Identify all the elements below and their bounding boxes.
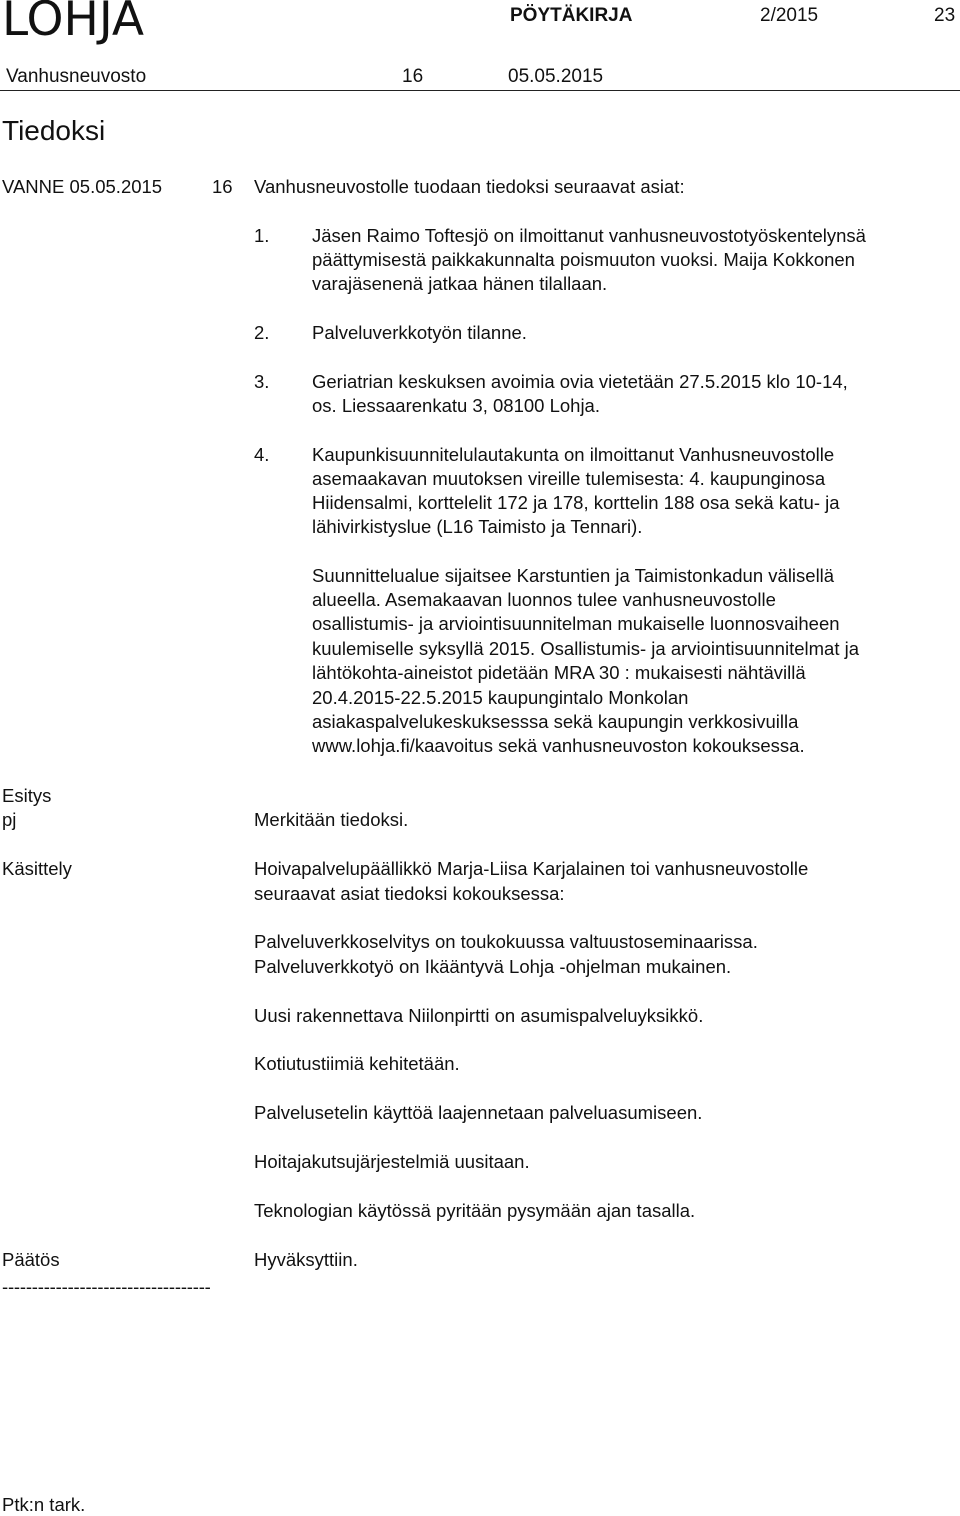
item-number: 3. [254,371,270,392]
decision-label: Päätös [2,1249,60,1270]
item-4-extra-line: kuulemiselle syksyllä 2015. Osallistumis- ja arviointisuunnitelmat ja [312,638,859,659]
item-3-line: os. Liessaarenkatu 3, 08100 Lohja. [312,395,600,416]
case-reference: VANNE 05.05.2015 [2,176,163,197]
item-4-extra-line: alueella. Asemakaavan luonnos tulee vanhusneuvostolle [312,589,776,610]
proposal-presenter: pj [2,809,17,830]
item-number: 1. [254,225,270,246]
item-4-extra-line: www.lohja.fi/kaavoitus sekä vanhusneuvoston kokouksessa. [312,735,805,756]
meeting-date: 05.05.2015 [508,66,604,87]
section-title: Tiedoksi [2,115,106,146]
item-number: 2. [254,322,270,343]
document-type: PÖYTÄKIRJA [510,5,633,26]
header-rule [0,90,960,91]
minutes-checker-label: Ptk:n tark. [2,1494,86,1515]
item-4-line: asemaakavan muutoksen vireille tulemisesta: 4. kaupunginosa [312,468,826,489]
section-number: 16 [402,66,424,87]
item-4-line: Hiidensalmi, korttelelit 172 ja 178, korttelin 188 osa sekä katu- ja [312,492,840,513]
item-3-line: Geriatrian keskuksen avoimia ovia vietetään 27.5.2015 klo 10-14, [312,371,848,392]
committee-name: Vanhusneuvosto [6,66,147,87]
item-4-extra-line: lähtökohta-aineistot pidetään MRA 30 : mukaisesti nähtävillä [312,662,806,683]
item-1-line: Jäsen Raimo Toftesjö on ilmoittanut vanhusneuvostotyöskentelynsä [312,225,866,246]
item-4-extra-line: Suunnittelualue sijaitsee Karstuntien ja Taimistonkadun välisellä [312,565,835,586]
lohja-logo: LOHJA [2,0,145,47]
item-4-extra-line: asiakaspalvelukeskuksesssa sekä kaupungin verkkosivuilla [312,711,799,732]
discussion-intro-line: Hoivapalvelupäällikkö Marja-Liisa Karjalainen toi vanhusneuvostolle [254,858,809,879]
proposal-label: Esitys [2,785,52,806]
item-1-line: varajäsenenä jatkaa hänen tilallaan. [312,273,608,294]
item-1-line: päättymisestä paikkakunnalta poismuuton vuoksi. Maija Kokkonen [312,249,855,270]
discussion-paragraph: Hoitajakutsujärjestelmiä uusitaan. [254,1151,530,1172]
proposal-text: Merkitään tiedoksi. [254,809,409,830]
separator-line: ----------------------------------- [2,1276,211,1297]
item-number: 4. [254,444,270,465]
item-4-extra-line: osallistumis- ja arviointisuunnitelman mukaiselle luonnosvaiheen [312,613,840,634]
decision-text: Hyväksyttiin. [254,1249,358,1270]
discussion-intro-line: seuraavat asiat tiedoksi kokouksessa: [254,883,565,904]
item-4-extra-line: 20.4.2015-22.5.2015 kaupungintalo Monkolan [312,687,689,708]
page-number: 23 [934,5,956,26]
discussion-paragraph: Kotiutustiimiä kehitetään. [254,1053,460,1074]
discussion-paragraph: Palveluverkkotyö on Ikääntyvä Lohja -ohjelman mukainen. [254,956,732,977]
case-intro: Vanhusneuvostolle tuodaan tiedoksi seuraavat asiat: [254,176,685,197]
item-4-line: lähivirkistyslue (L16 Taimisto ja Tennari). [312,516,643,537]
discussion-paragraph: Palvelusetelin käyttöä laajennetaan palveluasumiseen. [254,1102,703,1123]
case-number: 16 [212,176,233,197]
item-4-line: Kaupunkisuunnitelulautakunta on ilmoittanut Vanhusneuvostolle [312,444,835,465]
discussion-label: Käsittely [2,858,72,879]
discussion-paragraph: Uusi rakennettava Niilonpirtti on asumispalveluyksikkö. [254,1005,704,1026]
document-number: 2/2015 [760,5,819,26]
discussion-paragraph: Palveluverkkoselvitys on toukokuussa valtuustoseminaarissa. [254,931,758,952]
discussion-paragraph: Teknologian käytössä pyritään pysymään ajan tasalla. [254,1200,696,1221]
item-2-line: Palveluverkkotyön tilanne. [312,322,527,343]
